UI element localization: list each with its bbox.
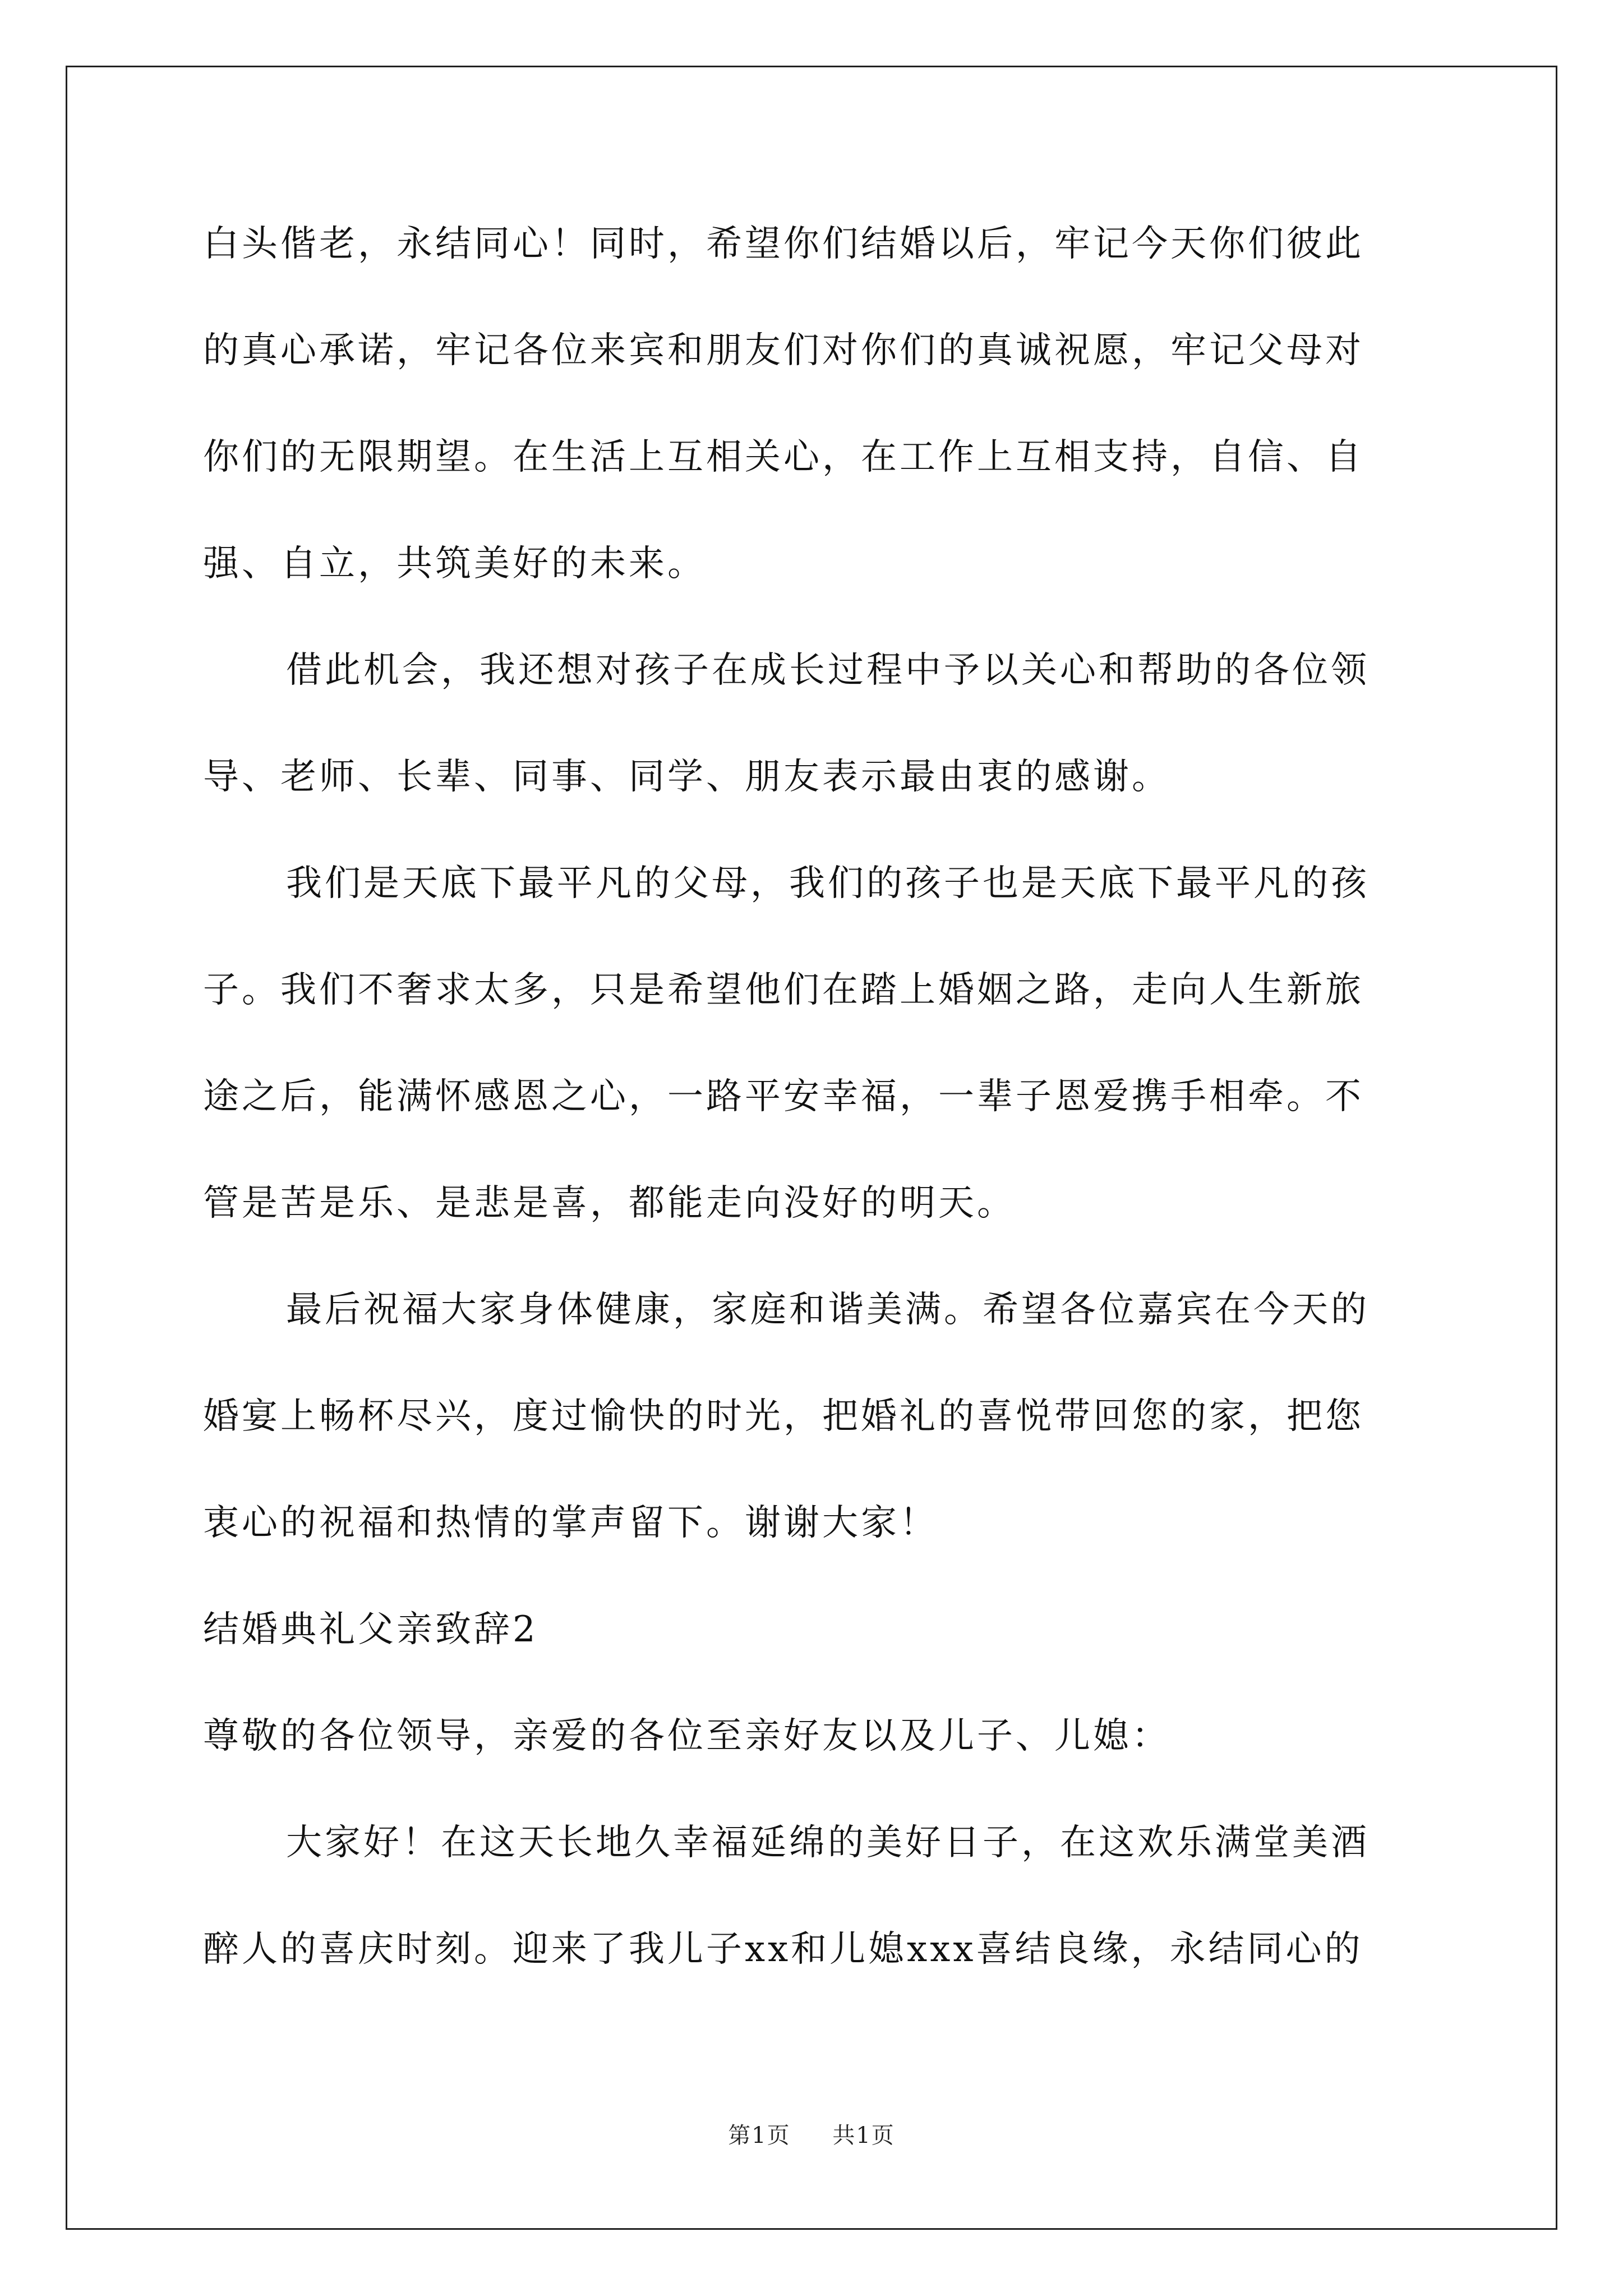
page-footer: [0, 2118, 1623, 2150]
paragraph-line: 的真心承诺，牢记各位来宾和朋友们对你们的真诚祝愿，牢记父母对: [203, 330, 1364, 371]
paragraph-line: 途之后，能满怀感恩之心，一路平安幸福，一辈子恩爱携手相牵。不: [203, 1076, 1364, 1117]
paragraph-line: 你们的无限期望。在生活上互相关心，在工作上互相支持，自信、自: [203, 436, 1364, 478]
paragraph-line: 导、老师、长辈、同事、同学、朋友表示最由衷的感谢。: [203, 756, 1170, 798]
paragraph-line: 管是苦是乐、是悲是喜，都能走向没好的明天。: [203, 1182, 1016, 1224]
paragraph-first-line: 借此机会，我还想对孩子在成长过程中予以关心和帮助的各位领: [286, 650, 1370, 691]
page-total: 共1页: [832, 2123, 895, 2148]
paragraph-line: 强、自立，共筑美好的未来。: [203, 543, 706, 585]
paragraph-line: 婚宴上畅杯尽兴，度过愉快的时光，把婚礼的喜悦带回您的家，把您: [203, 1396, 1364, 1437]
section-heading: 结婚典礼父亲致辞2: [203, 1609, 538, 1650]
paragraph-line: 衷心的祝福和热情的掌声留下。谢谢大家！: [203, 1502, 938, 1544]
paragraph-line: 白头偕老，永结同心！同时，希望你们结婚以后，牢记今天你们彼此: [203, 223, 1364, 265]
paragraph-first-line: 我们是天底下最平凡的父母，我们的孩子也是天底下最平凡的孩: [286, 863, 1370, 904]
document-body: [203, 191, 1420, 2003]
paragraph-first-line: 大家好！在这天长地久幸福延绵的美好日子，在这欢乐满堂美酒: [286, 1822, 1370, 1864]
salutation-line: 尊敬的各位领导，亲爱的各位至亲好友以及儿子、儿媳：: [203, 1715, 1170, 1757]
paragraph-first-line: 最后祝福大家身体健康，家庭和谐美满。希望各位嘉宾在今天的: [286, 1289, 1370, 1331]
paragraph-line: 子。我们不奢求太多，只是希望他们在踏上婚姻之路，走向人生新旅: [203, 969, 1364, 1011]
paragraph-line: 醉人的喜庆时刻。迎来了我儿子xx和儿媳xxx喜结良缘，永结同心的: [203, 1929, 1363, 1970]
page-number: 第1页: [728, 2123, 791, 2148]
